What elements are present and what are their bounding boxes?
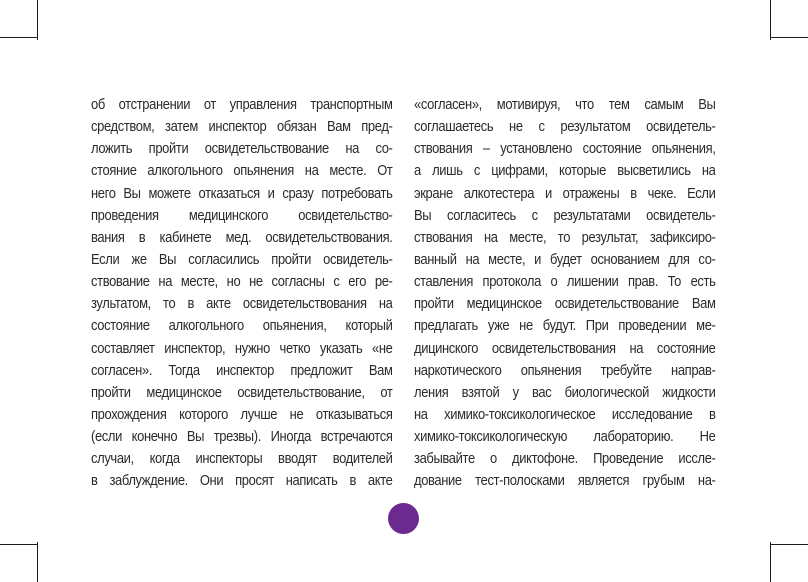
text-line: согласен». Тогда инспектор предложит Вам: [91, 362, 393, 379]
text-line: случаи, когда инспекторы вводят водителей: [91, 451, 393, 468]
text-line: ванный на месте, и будет основанием для со-: [414, 251, 716, 268]
crop-mark-bottom-right-vertical: [770, 542, 771, 582]
text-line: в заблуждение. Они просят написать в акте: [91, 473, 393, 490]
text-column-left: [91, 94, 393, 493]
text-line: прохождения которого лучше не отказываться: [91, 406, 393, 423]
text-line: ствования на месте, то результат, зафиксиро-: [414, 229, 716, 246]
crop-mark-top-left-vertical: [37, 0, 38, 40]
crop-mark-top-right-vertical: [770, 0, 771, 40]
text-line: Если же Вы согласились пройти освидетель-: [91, 251, 393, 268]
text-line: а лишь с цифрами, которые высветились на: [414, 163, 716, 180]
text-line: дование тест-полосками является грубым на-: [414, 473, 716, 490]
text-line: стояние алкогольного опьянения на месте. От: [91, 163, 393, 180]
crop-mark-bottom-left-horizontal: [0, 544, 38, 545]
crop-mark-top-left-horizontal: [0, 37, 38, 38]
text-line: забывайте о диктофоне. Проведение иссле-: [414, 451, 716, 468]
text-line: наркотического опьянения требуйте направ-: [414, 362, 716, 379]
crop-mark-bottom-right-horizontal: [770, 544, 808, 545]
text-line: проведения медицинского освидетельство-: [91, 207, 393, 224]
text-line: экране алкотестера и отражены в чеке. Если: [414, 185, 716, 202]
text-line: него Вы можете отказаться и сразу потребовать: [91, 185, 393, 202]
text-line: пройти медицинское освидетельствование, от: [91, 384, 393, 401]
text-line: пройти медицинское освидетельствование Вам: [414, 296, 716, 313]
text-line: ления взятой у вас биологической жидкости: [414, 384, 716, 401]
text-line: ствование на месте, но не согласны с его ре-: [91, 274, 393, 291]
text-line: предлагать уже не будут. При проведении ме-: [414, 318, 716, 335]
text-line: ставления протокола о лишении прав. То есть: [414, 274, 716, 291]
text-line: зультатом, то в акте освидетельствования на: [91, 296, 393, 313]
crop-mark-top-right-horizontal: [770, 37, 808, 38]
text-line: Вы согласитесь с результатами освидетель-: [414, 207, 716, 224]
text-line: химико-токсикологическую лабораторию. Не: [414, 429, 716, 446]
text-line: «согласен», мотивируя, что тем самым Вы: [414, 97, 716, 113]
text-line: ложить пройти освидетельствование на со-: [91, 141, 393, 158]
page-marker-circle: [388, 503, 419, 534]
text-line: об отстранении от управления транспортным: [91, 97, 393, 113]
text-line: вания в кабинете мед. освидетельствования.: [91, 229, 393, 246]
text-line: составляет инспектор, нужно четко указать «не: [91, 340, 393, 357]
text-line: соглашаетесь не с результатом освидетель-: [414, 119, 716, 136]
text-line: (если конечно Вы трезвы). Иногда встречаются: [91, 429, 393, 446]
text-line: состояние алкогольного опьянения, который: [91, 318, 393, 335]
text-line: на химико-токсикологическое исследование в: [414, 406, 716, 423]
crop-mark-bottom-left-vertical: [37, 542, 38, 582]
text-line: ствования – установлено состояние опьянения,: [414, 141, 716, 158]
text-column-right: [414, 94, 716, 493]
text-line: средством, затем инспектор обязан Вам пред-: [91, 119, 393, 136]
text-line: дицинского освидетельствования на состояние: [414, 340, 716, 357]
